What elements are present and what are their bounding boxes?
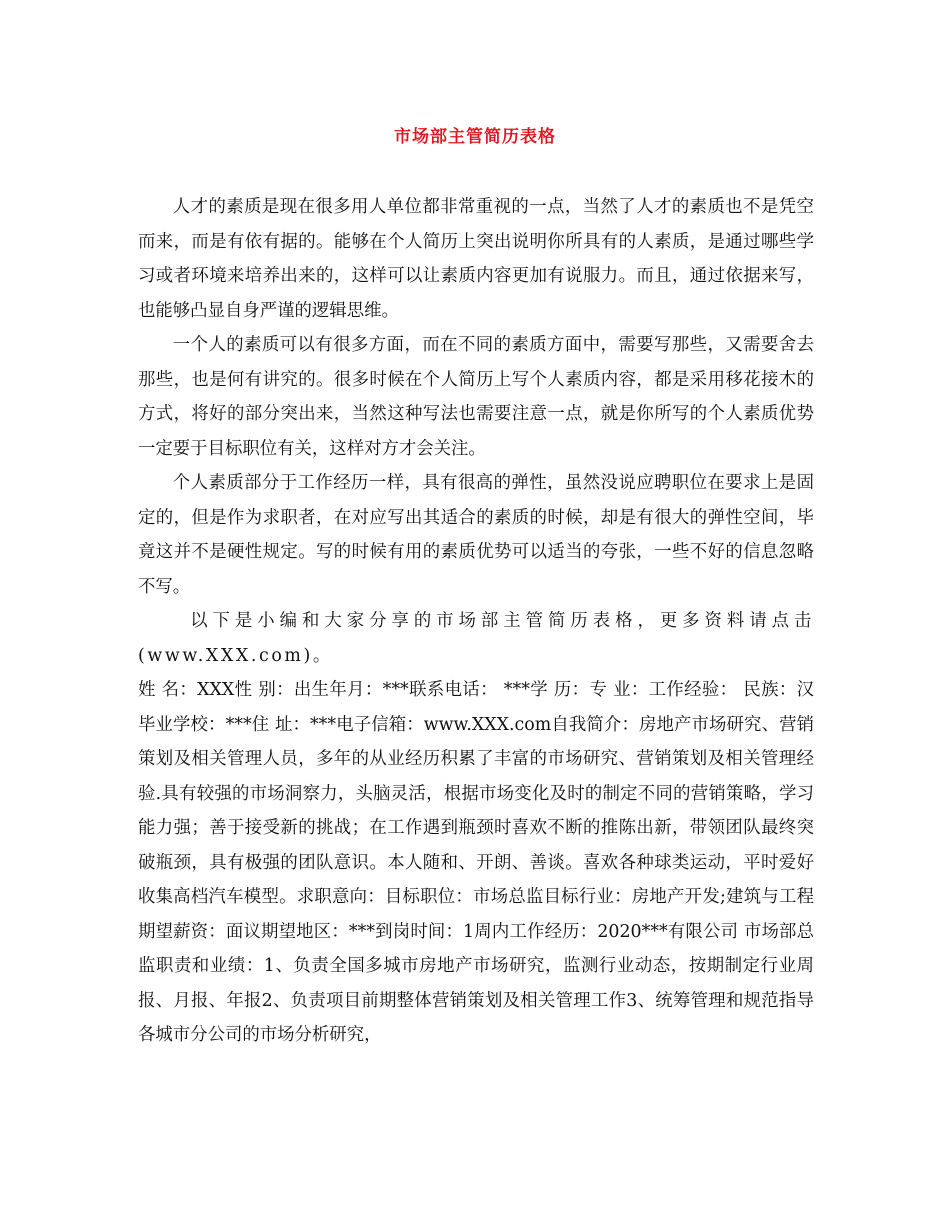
- paragraph-intro-link: 以下是小编和大家分享的市场部主管简历表格，更多资料请点击(www.XXX.com)。: [138, 611, 814, 666]
- document-body: [138, 190, 814, 1053]
- paragraph-quality-aspects: 一个人的素质可以有很多方面，而在不同的素质方面中，需要写那些，又需要舍去那些，也是何有讲究的。很多时候在个人简历上写个人素质内容，都是采用移花接木的方式，将好的部分突出来，当然这种写法也需要注意一点，就是你所写的个人素质优势一定要于目标职位有关，这样对方才会关注。: [138, 335, 814, 459]
- paragraph-talent-quality: 人才的素质是现在很多用人单位都非常重视的一点，当然了人才的素质也不是凭空而来，而是有依有据的。能够在个人简历上突出说明你所具有的人素质，是通过哪些学习或者环境来培养出来的，这样可以让素质内容更加有说服力。而且，通过依据来写，也能够凸显自身严谨的逻辑思维。: [138, 197, 814, 321]
- paragraph-resume-content: 姓 名：XXX性 别：出生年月：***联系电话： ***学 历：专 业：工作经验： 民族：汉毕业学校：***住 址：***电子信箱：www.XXX.com自我简介：房地产市场研究、营销策划及相关管理人员，多年的从业经历积累了丰富的市场研究、营销策划及相关管理经验.具有较强的市场洞察力，头脑灵活，根据市场变化及时的制定不同的营销策略，学习能力强；善于接受新的挑战；在工作遇到瓶颈时喜欢不断的推陈出新，带领团队最终突破瓶颈，具有极强的团队意识。本人随和、开朗、善谈。喜欢各种球类运动，平时爱好收集高档汽车模型。求职意向：目标职位：市场总监目标行业：房地产开发;建筑与工程期望薪资：面议期望地区：***到岗时间：1周内工作经历：2020***有限公司 市场部总监职责和业绩：1、负责全国多城市房地产市场研究，监测行业动态，按期制定行业周报、月报、年报2、负责项目前期整体营销策划及相关管理工作3、统筹管理和规范指导各城市分公司的市场分析研究，: [138, 680, 814, 1045]
- document-title: 市场部主管简历表格: [394, 127, 556, 147]
- paragraph-quality-flexibility: 个人素质部分于工作经历一样，具有很高的弹性，虽然没说应聘职位在要求上是固定的，但是作为求职者，在对应写出其适合的素质的时候，却是有很大的弹性空间，毕竟这并不是硬性规定。写的时候有用的素质优势可以适当的夸张，一些不好的信息忽略不写。: [138, 473, 814, 597]
